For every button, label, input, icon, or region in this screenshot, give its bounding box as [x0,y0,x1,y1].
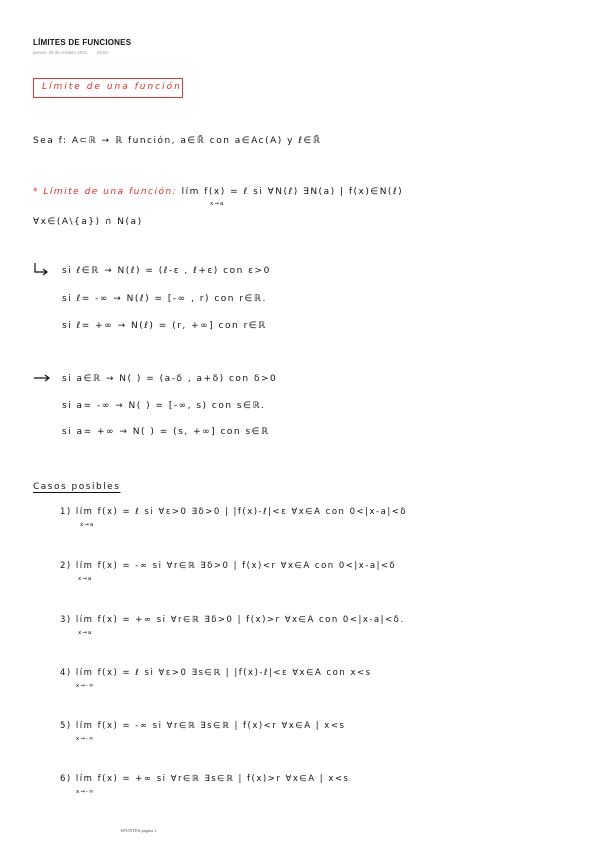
neighborhood-a-plus-inf: si a= +∞ → N( ) = (s, +∞] con s∈ℝ [62,427,270,437]
page-title: LÍMITES DE FUNCIONES [33,38,132,47]
case-item: 4) lím f(x) = ℓ si ∀ε>0 ∃s∈ℝ | |f(x)-ℓ|<ε ∀x∈A con x<s [60,668,372,678]
case-item: 2) lím f(x) = -∞ si ∀r∈ℝ ∃δ>0 | f(x)<r ∀x∈A con 0<|x-a|<δ [60,561,397,571]
page-date: jueves, 28 de octubre 2021 [33,50,88,55]
neighborhood-l-plus-inf: si ℓ= +∞ → N(ℓ) = (r, +∞] con r∈ℝ [62,321,267,331]
case-item: 5) lím f(x) = -∞ si ∀r∈ℝ ∃s∈ℝ | f(x)<r ∀x∈A | x<s [60,721,346,731]
neighborhood-a-minus-inf: si a= -∞ → N( ) = [-∞, s) con s∈ℝ. [62,401,266,411]
neighborhood-a-real: si a∈ℝ → N( ) = (a-δ , a+δ) con δ>0 [62,374,278,384]
topic-box [33,78,183,98]
neighborhood-l-real: si ℓ∈ℝ → N(ℓ) = (ℓ-ε , ℓ+ε) con ε>0 [62,266,271,276]
case-item-sub: x→-∞ [76,789,95,795]
page-footer: APUNTES página 1 [120,828,157,833]
definition-line [33,187,403,197]
intro-line: Sea f: A⊂ℝ → ℝ función, a∈ℝ̄ con a∈Ac(A) y ℓ∈ℝ̄ [33,136,322,146]
case-item-sub: x→-∞ [76,683,95,689]
case-item-sub: x→-∞ [76,736,95,742]
case-item-sub: x→a [78,630,93,636]
page-timestamp [33,50,116,55]
topic-box-label: Límite de una función [42,82,182,92]
neighborhood-l-minus-inf: si ℓ= -∞ → N(ℓ) = [-∞ , r) con r∈ℝ. [62,294,267,304]
case-item-sub: x→a [78,576,93,582]
definition-formula: lím f(x) = ℓ si ∀N(ℓ) ∃N(a) | f(x)∈N(ℓ) [181,187,404,197]
case-item: 6) lím f(x) = +∞ si ∀r∈ℝ ∃s∈ℝ | f(x)>r ∀x∈A | x<s [60,774,350,784]
hook-arrow-icon [33,262,49,276]
cases-title: Casos posibles [33,482,121,492]
page-time: 19:03 [96,50,108,55]
case-item-sub: x→a [80,522,95,528]
case-item: 3) lím f(x) = +∞ si ∀r∈ℝ ∃δ>0 | f(x)>r ∀x∈A con 0<|x-a|<δ. [60,615,405,625]
definition-limit-sub: x→a [210,201,225,207]
definition-label: * Límite de una función: [33,187,178,197]
case-item: 1) lím f(x) = ℓ si ∀ε>0 ∃δ>0 | |f(x)-ℓ|<ε ∀x∈A con 0<|x-a|<δ [60,507,408,517]
definition-continuation: ∀x∈(A\{a}) ∩ N(a) [33,217,143,227]
right-arrow-icon [33,373,51,383]
